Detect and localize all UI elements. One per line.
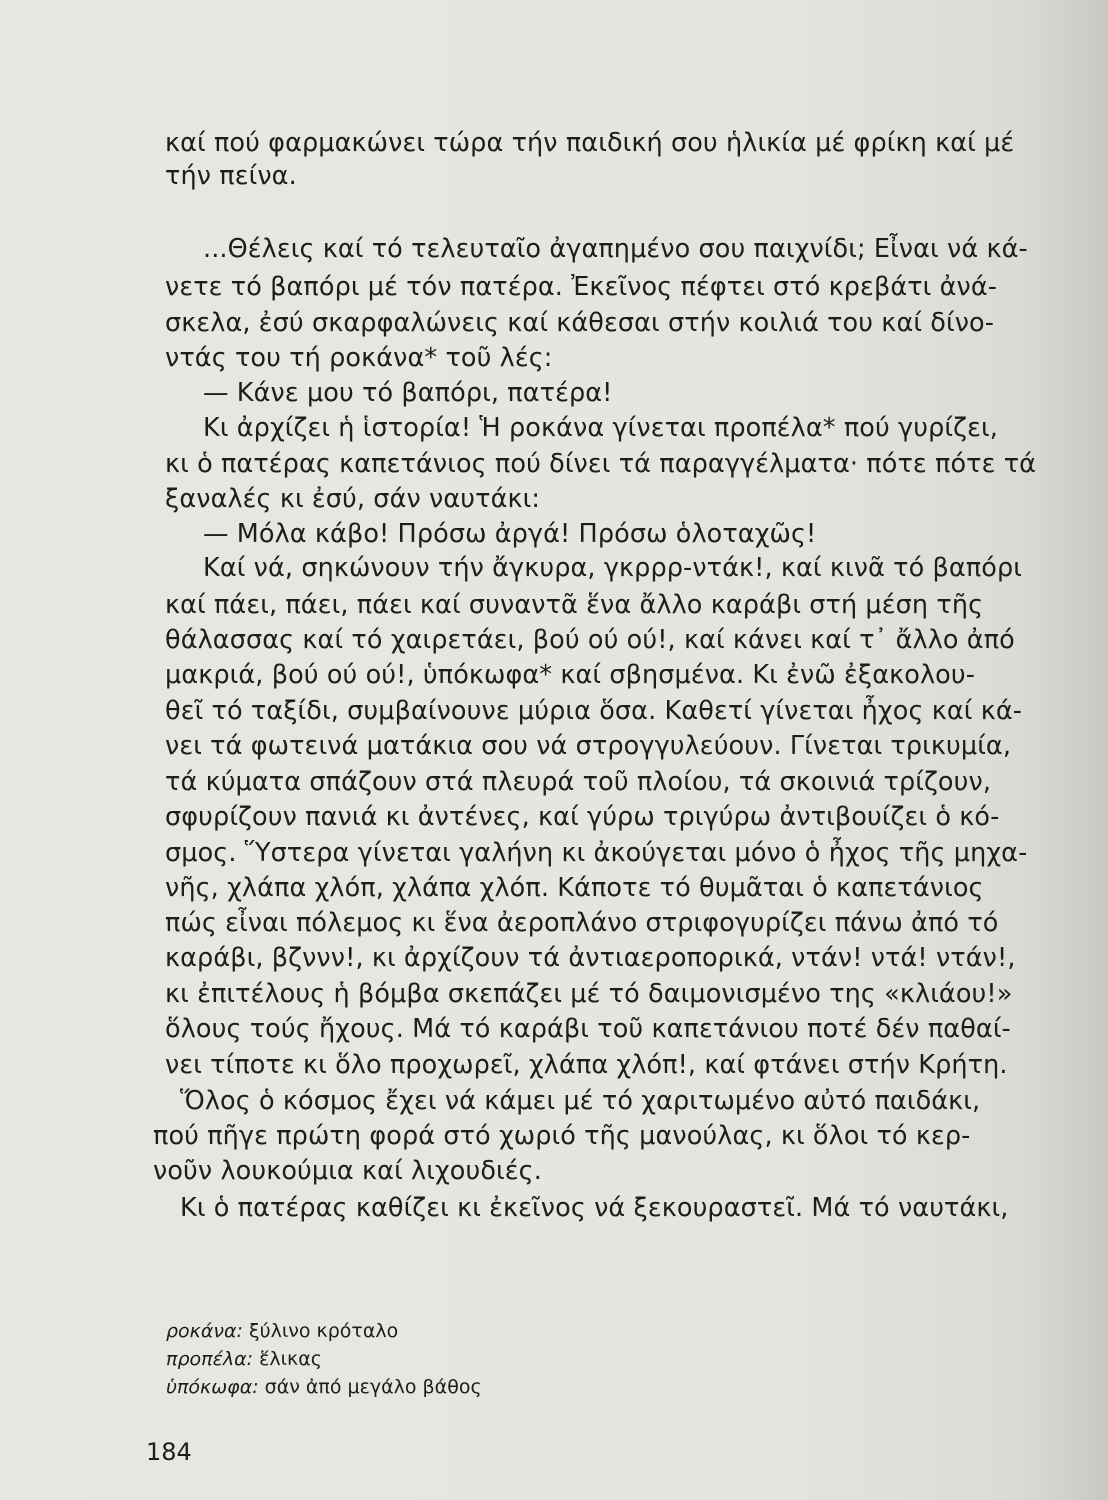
body-line: Κι ἀρχίζει ἡ ἱστορία! Ἡ ροκάνα γίνεται προπέλα* πού γυρίζει, [203,413,998,443]
body-line: — Κάνε μου τό βαπόρι, πατέρα! [203,378,613,408]
body-line: ...Θέλεις καί τό τελευταῖο ἀγαπημένο σου παιχνίδι; Εἶναι νά κά- [203,234,1028,264]
body-line: ξαναλές κι ἐσύ, σάν ναυτάκι: [165,484,541,514]
body-line: νοῦν λουκούμια καί λιχουδιές. [153,1156,542,1186]
body-line: Ὅλος ὁ κόσμος ἔχει νά κάμει μέ τό χαριτωμένο αὐτό παιδάκι, [180,1086,981,1116]
body-line: Καί νά, σηκώνουν τήν ἄγκυρα, γκρρρ-ντάκ!, καί κινᾶ τό βαπόρι [203,553,1022,583]
body-line: καί πάει, πάει, πάει καί συναντᾶ ἕνα ἄλλο καράβι στή μέση τῆς [165,590,984,620]
body-line: νει τίποτε κι ὅλο προχωρεῖ, χλάπα χλόπ!, καί φτάνει στήν Κρήτη. [165,1050,1008,1080]
body-line: — Μόλα κάβο! Πρόσω ἀργά! Πρόσω ὁλοταχῶς! [203,519,817,549]
footnote-definition: σάν ἀπό μεγάλο βάθος [264,1376,482,1398]
body-line: κι ἐπιτέλους ἡ βόμβα σκεπάζει μέ τό δαιμονισμένο της «κλιάου!» [165,979,1013,1009]
footnote [166,1378,482,1397]
body-line: θάλασσας καί τό χαιρετάει, βού ού ού!, καί κάνει καί τ᾽ ἄλλο ἀπό [165,625,1015,655]
body-line: Κι ὁ πατέρας καθίζει κι ἐκεῖνος νά ξεκουραστεῖ. Μά τό ναυτάκι, [180,1193,1009,1223]
footnote-term: ὑπόκωφα: [166,1376,259,1398]
body-line: τήν πείνα. [165,161,297,191]
body-line: νῆς, χλάπα χλόπ, χλάπα χλόπ. Κάποτε τό θυμᾶται ὁ καπετάνιος [165,873,984,903]
body-line: σκελα, ἐσύ σκαρφαλώνεις καί κάθεσαι στήν κοιλιά του καί δίνο- [165,308,995,338]
footnote-term: ροκάνα: [166,1320,243,1342]
footnote-definition: ξύλινο κρόταλο [249,1320,399,1342]
body-line: καί πού φαρμακώνει τώρα τήν παιδική σου ἡλικία μέ φρίκη καί μέ [165,128,1015,158]
body-line: σφυρίζουν πανιά κι ἀντένες, καί γύρω τριγύρω ἀντιβουίζει ὁ κό- [165,802,1000,832]
page-number: 184 [146,1438,192,1466]
body-line: νετε τό βαπόρι μέ τόν πατέρα. Ἐκεῖνος πέφτει στό κρεβάτι ἀνά- [165,272,998,302]
footnote [166,1350,322,1369]
body-line: θεῖ τό ταξίδι, συμβαίνουνε μύρια ὅσα. Καθετί γίνεται ἦχος καί κά- [165,696,1023,726]
footnote-term: προπέλα: [166,1348,254,1370]
body-line: ὅλους τούς ἤχους. Μά τό καράβι τοῦ καπετάνιου ποτέ δέν παθαί- [165,1014,1011,1044]
body-line: σμος. Ὕστερα γίνεται γαλήνη κι ἀκούγεται μόνο ὁ ἦχος τῆς μηχα- [165,838,1028,868]
body-line: πού πῆγε πρώτη φορά στό χωριό τῆς μανούλας, κι ὅλοι τό κερ- [153,1121,971,1151]
body-line: τά κύματα σπάζουν στά πλευρά τοῦ πλοίου, τά σκοινιά τρίζουν, [165,767,992,797]
footnote [166,1322,398,1341]
body-line: κι ὁ πατέρας καπετάνιος πού δίνει τά παραγγέλματα· πότε πότε τά [165,449,1037,479]
footnote-definition: ἕλικας [259,1348,322,1370]
body-line: μακριά, βού ού ού!, ὑπόκωφα* καί σβησμένα. Κι ἐνῶ ἐξακολου- [165,660,975,690]
body-line: καράβι, βζννν!, κι ἀρχίζουν τά ἀντιαεροπορικά, ντάν! ντά! ντάν!, [165,943,1016,973]
body-line: ντάς του τή ροκάνα* τοῦ λές: [165,343,553,373]
body-line: νει τά φωτεινά ματάκια σου νά στρογγυλεύουν. Γίνεται τρικυμία, [165,731,1012,761]
body-line: πώς εἶναι πόλεμος κι ἕνα ἀεροπλάνο στριφογυρίζει πάνω ἀπό τό [165,908,999,938]
